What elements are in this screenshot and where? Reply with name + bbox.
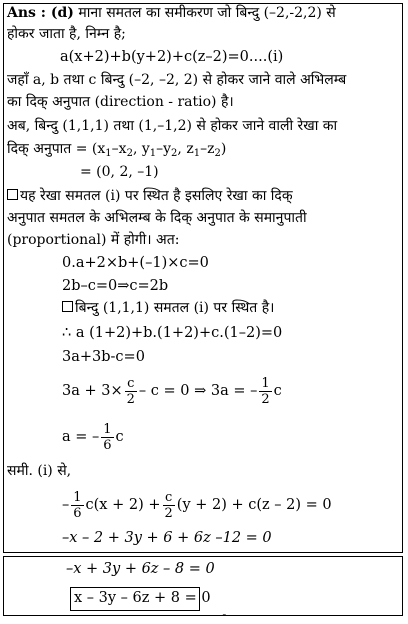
eq20-den-1: 6 (73, 505, 82, 521)
line-1-text: माना समतल का समीकरण जो बिन्दु (–2,-2,2) से (78, 5, 336, 21)
eq20-num-2: c (163, 490, 175, 506)
dr-sub-6: 2 (214, 148, 221, 159)
line-5: का दिक् अनुपात (direction - ratio) है। (7, 94, 234, 110)
dr-text-d: –y (156, 141, 172, 157)
eq20-den-2: 2 (164, 505, 173, 521)
eq17-text-b: – c = 0 ⇒ 3a = – (138, 383, 258, 399)
equation-16: 3a+3b-c=0 (62, 349, 145, 365)
line-9 (7, 188, 293, 205)
eq20-text-c: (y + 2) + c(z – 2) = 0 (176, 497, 332, 513)
dr-text-g: ) (220, 141, 227, 157)
fraction-1-over-2 (259, 376, 271, 407)
line-6: अब, बिन्दु (1,1,1) तथा (1,–1,2) से होकर जाने वाली रेखा का (7, 118, 338, 134)
final-answer-equation: x – 3y – 6z + 8 = 0 (74, 590, 211, 606)
eq18-num: 1 (103, 421, 112, 437)
eq17-text-c: c (273, 383, 282, 399)
tick-mark: ˜ (222, 614, 227, 624)
eq20-text-b: c(x + 2) + (85, 497, 161, 513)
eq17-den-2: 2 (261, 391, 270, 407)
equation-17 (62, 374, 282, 408)
line-10: अनुपात समतल के अभिलम्ब के दिक् अनुपात के समानुपाती (7, 210, 307, 226)
eq20-text-a: – (62, 497, 70, 513)
fraction-1-over-6 (101, 422, 113, 453)
line-4: जहाँ a, b तथा c बिन्दु (–2, –2, 2) से होकर जाने वाले अभिलम्ब (7, 72, 347, 88)
line-1 (7, 5, 336, 22)
line-11: (proportional) में होगी। अत: (7, 232, 180, 248)
equation-12: 0.a+2×b+(–1)×c=0 (62, 255, 209, 271)
eq18-text-b: c (115, 429, 124, 445)
eq17-text-a: 3a + 3× (62, 383, 123, 399)
line-14-text: बिन्दु (1,1,1) समतल (i) पर स्थित है। (75, 300, 275, 316)
equation-18 (62, 420, 124, 454)
eq20-num-1: 1 (73, 489, 82, 505)
equation-21: –x – 2 + 3y + 6 + 6z –12 = 0 (62, 530, 272, 546)
eq17-num-2: 1 (261, 375, 270, 391)
dr-sub-1: 1 (105, 148, 112, 159)
answer-label: Ans : (d) (7, 5, 74, 21)
dr-sub-5: 1 (193, 148, 201, 159)
equation-15: ∴ a (1+2)+b.(1+2)+c.(1–2)=0 (62, 325, 283, 341)
direction-ratio-value: = (0, 2, –1) (80, 164, 159, 180)
line-14 (62, 300, 274, 317)
line-9-text: यह रेखा समतल (i) पर स्थित है इसलिए रेखा का दिक् (20, 188, 293, 204)
dr-text-b: –x (111, 141, 127, 157)
line-2: होकर जाता है, निम्न है; (7, 26, 126, 42)
direction-ratio-line (7, 141, 226, 162)
dr-sub-3: 1 (149, 148, 157, 159)
checkbox-glyph-icon-2 (62, 301, 73, 312)
eq18-den: 6 (103, 437, 112, 453)
eq18-text-a: a = – (62, 429, 100, 445)
plane-equation: a(x+2)+b(y+2)+c(z–2)=0....(i) (60, 49, 284, 65)
fraction-c-over-2-b (163, 490, 175, 521)
dr-sub-2: 2 (126, 148, 133, 159)
dr-text-e: , z (177, 141, 194, 157)
line-19: समी. (i) से, (7, 463, 72, 479)
dr-text-a: दिक् अनुपात = (x (7, 141, 106, 157)
dr-text-c: , y (132, 141, 150, 157)
eq17-den-1: 2 (126, 391, 135, 407)
dr-text-f: –z (200, 141, 215, 157)
equation-20 (62, 488, 332, 522)
dr-sub-4: 2 (171, 148, 178, 159)
equation-22: –x + 3y + 6z – 8 = 0 (66, 561, 215, 577)
fraction-1-over-6-b (71, 490, 83, 521)
equation-13: 2b–c=0⇒c=2b (62, 278, 169, 294)
fraction-c-over-2 (125, 376, 137, 407)
eq17-num-1: c (125, 376, 137, 392)
checkbox-glyph-icon (7, 189, 18, 200)
